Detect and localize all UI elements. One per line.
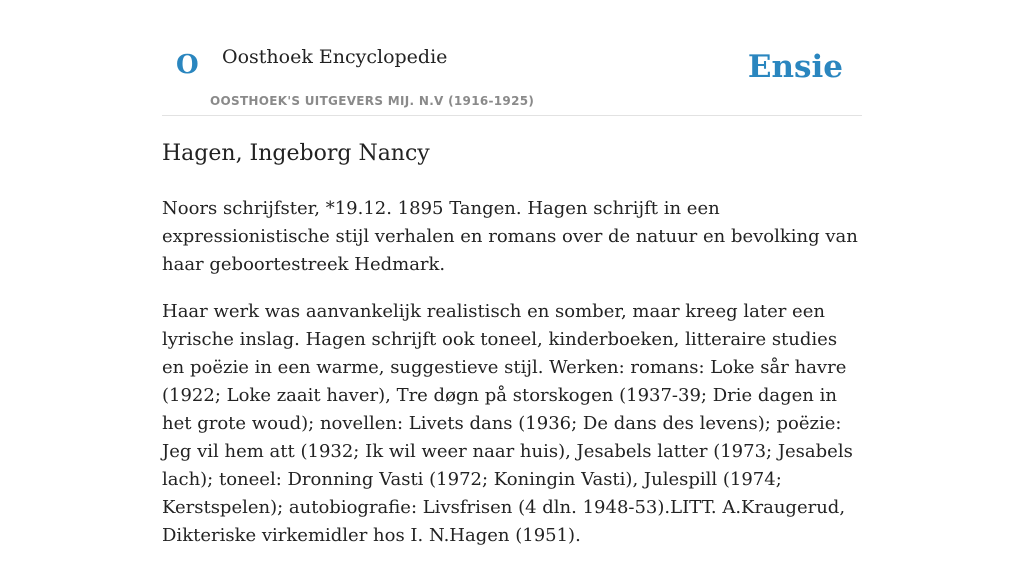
entry-title: Hagen, Ingeborg Nancy [162, 141, 430, 166]
logo-icon[interactable]: O [176, 50, 199, 80]
entry-paragraph-intro: Noors schrijfster, *19.12. 1895 Tangen. Hagen schrijft in een expressionistische stijl verhalen en romans over de natuur en bevolking van haar geboortestreek Hedmark. [162, 198, 858, 275]
publisher-subtitle: OOSTHOEK'S UITGEVERS MIJ. N.V (1916-1925) [210, 94, 535, 108]
entry-content [162, 138, 862, 569]
site-header [162, 0, 862, 116]
entry-paragraph-works: Haar werk was aanvankelijk realistisch en somber, maar kreeg later een lyrische inslag. Hagen schrijft ook toneel, kinderboeken, litteraire studies en poëzie in een warme, suggestieve stijl. Werken: romans: Loke sår havre (1922; Loke zaait haver), Tre døgn på storskogen (1937-39; Drie dagen in het grote woud); novellen: Livets dans (1936; De dans des levens); poëzie: Jeg vil hem att (1932; Ik wil weer naar huis), Jesabels latter (1973; Jesabels lach); toneel: Dronning Vasti (1972; Koningin Vasti), Julespill (1974; Kerstspelen); autobiografie: Livsfrisen (4 dln. 1948-53).LITT. A.Kraugerud, Dikteriske virkemidler hos I. N.Hagen (1951). [162, 301, 853, 546]
ensie-brand-link[interactable]: Ensie [747, 49, 843, 85]
site-title[interactable]: Oosthoek Encyclopedie [222, 46, 448, 68]
